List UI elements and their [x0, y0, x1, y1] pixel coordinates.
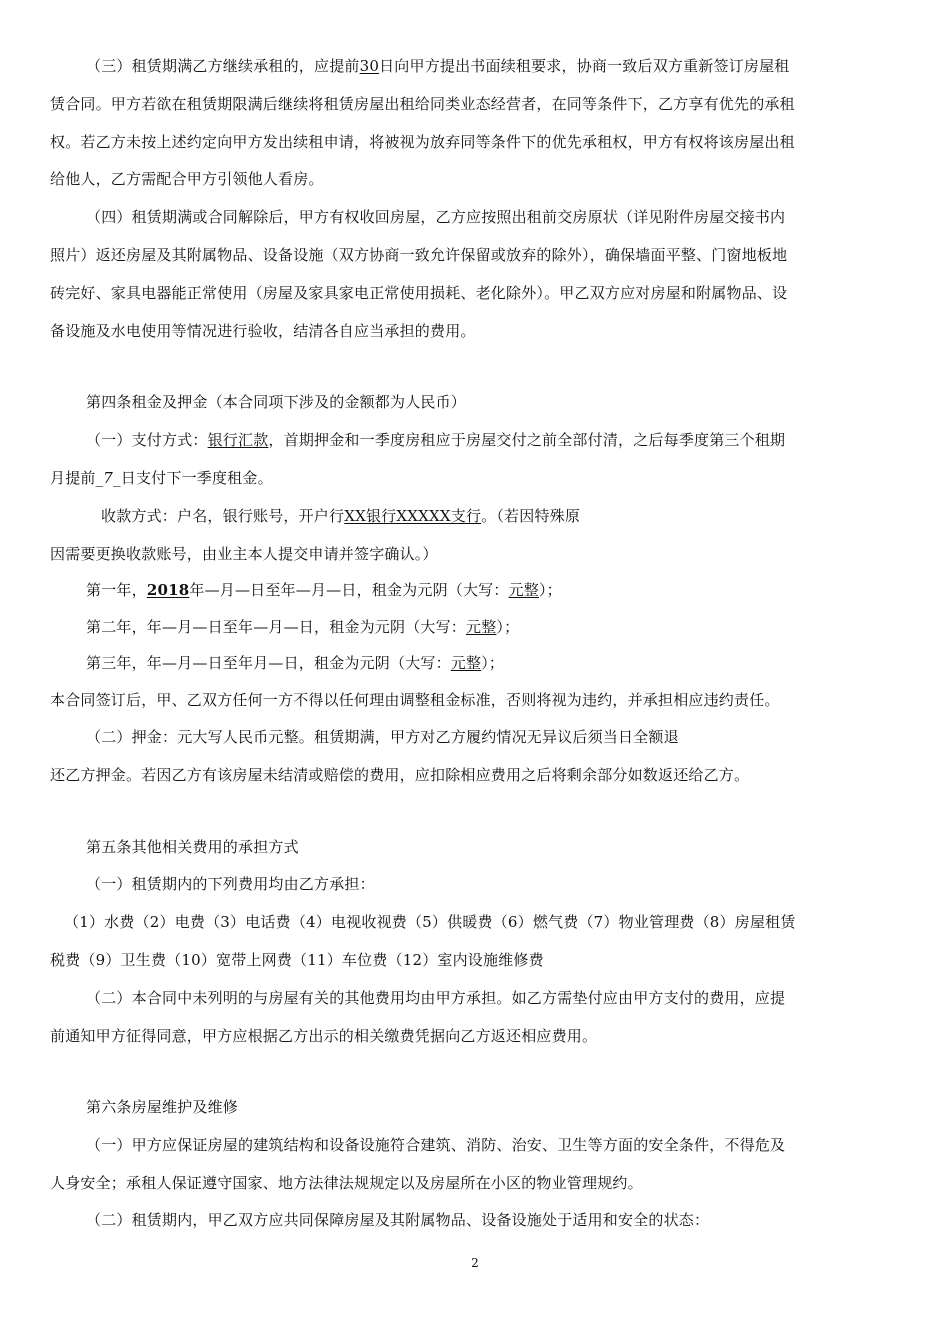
- paragraph-line: 第二年，年—月—日至年—月—日，租金为元阴（大写：元整）；: [86, 618, 520, 636]
- paragraph-line: 砖完好、家具电器能正常使用（房屋及家具家电正常使用损耗、老化除外）。甲乙双方应对房屋和附属物品、设: [50, 284, 788, 302]
- underlined-days: 30: [359, 57, 380, 75]
- paragraph-line: （四）租赁期满或合同解除后，甲方有权收回房屋，乙方应按照出租前交房原状（详见附件房屋交接书内: [86, 208, 786, 226]
- paragraph-line: 税费（9）卫生费（10）宽带上网费（11）车位费（12）室内设施维修费: [50, 951, 544, 969]
- page-number: 2: [471, 1256, 479, 1270]
- paragraph-line: 还乙方押金。若因乙方有该房屋未结清或赔偿的费用，应扣除相应费用之后将剩余部分如数返还给乙方。: [50, 766, 750, 784]
- paragraph-line: 前通知甲方征得同意，甲方应根据乙方出示的相关缴费凭据向乙方返还相应费用。: [50, 1027, 598, 1045]
- section-heading: 第六条房屋维护及维修: [86, 1098, 239, 1116]
- paragraph-line: （二）押金：元大写人民币元整。租赁期满，甲方对乙方履约情况无异议后须当日全额退: [86, 728, 679, 746]
- paragraph-line: （一）甲方应保证房屋的建筑结构和设备设施符合建筑、消防、治安、卫生等方面的安全条件，不得危及: [86, 1136, 786, 1154]
- paragraph-line: 月提前_7_日支付下一季度租金。: [50, 469, 273, 487]
- paragraph-line: （一）租赁期内的下列费用均由乙方承担：: [86, 875, 375, 893]
- paragraph-line: 赁合同。甲方若欲在租赁期限满后继续将租赁房屋出租给同类业态经营者，在同等条件下，乙方享有优先的承租: [50, 95, 795, 113]
- paragraph-line: 给他人，乙方需配合甲方引领他人看房。: [50, 170, 324, 188]
- section-heading: 第五条其他相关费用的承担方式: [86, 838, 299, 856]
- paragraph-line: （一）支付方式：银行汇款，首期押金和一季度房租应于房屋交付之前全部付清，之后每季度第三个租期: [86, 431, 786, 449]
- paragraph-line: 权。若乙方未按上述约定向甲方发出续租申请，将被视为放弃同等条件下的优先承租权，甲方有权将该房屋出租: [50, 133, 795, 151]
- paragraph-line: 本合同签订后，甲、乙双方任何一方不得以任何理由调整租金标准，否则将视为违约，并承担相应违约责任。: [50, 691, 780, 709]
- paragraph-line: 第三年，年—月—日至年月—日，租金为元阴（大写：元整）；: [86, 654, 505, 672]
- underlined-year: 2018: [146, 581, 190, 599]
- paragraph-line: 第一年，2018年—月—日至年—月—日，租金为元阴（大写：元整）；: [86, 581, 562, 599]
- section-heading: 第四条租金及押金（本合同项下涉及的金额都为人民币）: [86, 393, 467, 411]
- paragraph-line: （1）水费（2）电费（3）电话费（4）电视收视费（5）供暖费（6）燃气费（7）物业管理费（8）房屋租赁: [64, 913, 796, 931]
- paragraph-line: 人身安全；承租人保证遵守国家、地方法律法规规定以及房屋所在小区的物业管理规约。: [50, 1174, 643, 1192]
- paragraph-line: （二）租赁期内，甲乙双方应共同保障房屋及其附属物品、设备设施处于适用和安全的状态：: [86, 1211, 710, 1229]
- paragraph-line: 照片）返还房屋及其附属物品、设备设施（双方协商一致允许保留或放弃的除外），确保墙面平整、门窗地板地: [50, 246, 788, 264]
- paragraph-line: （三）租赁期满乙方继续承租的，应提前30日向甲方提出书面续租要求，协商一致后双方重新签订房屋租: [86, 57, 790, 75]
- paragraph-line: 因需要更换收款账号，由业主本人提交申请并签字确认。）: [50, 545, 438, 563]
- paragraph-line: （二）本合同中未列明的与房屋有关的其他费用均由甲方承担。如乙方需垫付应由甲方支付的费用，应提: [86, 989, 786, 1007]
- paragraph-line: 备设施及水电使用等情况进行验收，结清各自应当承担的费用。: [50, 322, 476, 340]
- paragraph-line: 收款方式：户名，银行账号，开户行XX银行XXXXX支行。（若因特殊原: [101, 507, 581, 525]
- underlined-payment-method: 银行汇款: [207, 431, 269, 449]
- underlined-bank: XX银行XXXXX支行: [344, 507, 482, 525]
